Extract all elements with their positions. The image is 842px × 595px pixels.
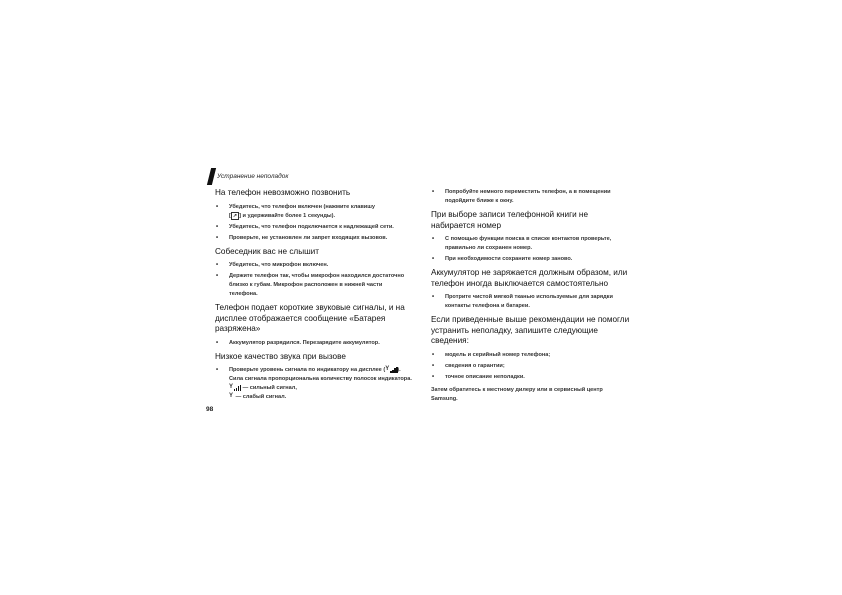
heading-record-info: Если приведенные выше рекомендации не помогли устранить неполадку, запишите следующие сведения:: [431, 315, 630, 345]
power-key-icon: ↗: [232, 212, 238, 219]
item-text: ). Сила сигнала пропорциональна количеству полосок индикатора.: [229, 367, 412, 382]
right-column: [431, 188, 631, 404]
closing-paragraph: Затем обратитесь к местному дилеру или в сервисный центр Samsung.: [431, 386, 603, 402]
list-item: [431, 255, 631, 264]
header-accent-bar: [207, 168, 216, 185]
list-item: [215, 223, 412, 232]
list-cannot-call: [215, 203, 412, 243]
list-item: [215, 366, 412, 402]
list-item: [431, 373, 631, 382]
item-text: точное описание неполадки.: [445, 373, 525, 380]
signal-weak-icon: [229, 393, 234, 400]
list-continued: [431, 188, 631, 206]
item-text: Держите телефон так, чтобы микрофон находился достаточно близко к губам. Микрофон расположен в нижней части телефона.: [229, 273, 405, 297]
heading-phonebook: При выборе записи телефонной книги не набирается номер: [431, 210, 588, 230]
antenna-icon: Y: [229, 384, 234, 391]
list-item: [431, 293, 631, 311]
item-text: Убедитесь, что телефон включен (нажмите клавишу: [229, 203, 376, 210]
bullet-icon: •: [216, 273, 219, 279]
bullet-icon: •: [432, 256, 435, 262]
list-phonebook: [431, 235, 631, 264]
heading-beeps: Телефон подает короткие звуковые сигналы, и на дисплее отображается сообщение «Батарея разряжена»: [215, 303, 405, 333]
list-item: [431, 351, 631, 360]
list-battery: [431, 293, 631, 311]
heading-poor-quality: Низкое качество звука при вызове: [215, 351, 346, 361]
signal-strong-icon: [229, 384, 241, 391]
antenna-icon: Y: [385, 366, 390, 373]
list-item: [215, 261, 412, 270]
bullet-icon: •: [216, 367, 219, 373]
bullet-icon: •: [432, 189, 435, 195]
heading-battery: Аккумулятор не заряжается должным образом, или телефон иногда выключается самостоятельно: [431, 268, 628, 288]
item-text: — слабый сигнал.: [235, 394, 287, 400]
item-text: Аккумулятор разрядился. Перезарядите аккумулятор.: [229, 339, 380, 346]
bullet-icon: •: [216, 203, 219, 210]
list-item: [431, 362, 631, 371]
heading-not-heard: Собеседник вас не слышит: [215, 246, 319, 256]
list-beeps: [215, 339, 412, 348]
item-text: С помощью функции поиска в списке контактов проверьте, правильно ли сохранен номер.: [445, 236, 612, 251]
bullet-icon: •: [432, 236, 435, 242]
signal-indicator-icon: [385, 366, 397, 373]
item-text: модель и серийный номер телефона;: [445, 351, 551, 358]
item-text: Попробуйте немного переместить телефон, а в помещении подойдите ближе к окну.: [445, 189, 611, 204]
bullet-icon: •: [216, 339, 219, 346]
list-item: • Убедитесь, что телефон включен (нажмите клавишу [ ↗ ] и удерживайте более 1 секунды).: [216, 203, 376, 219]
section-header: Устранение неполадок: [217, 173, 289, 180]
bullet-icon: •: [432, 351, 435, 358]
bullet-icon: •: [432, 362, 435, 369]
list-poor-quality: [215, 366, 412, 402]
bullet-icon: •: [216, 223, 219, 230]
item-text: сведения о гарантии;: [445, 362, 505, 369]
item-text: Проверьте уровень сигнала по индикатору на дисплее (: [229, 367, 386, 373]
item-text: Убедитесь, что микрофон включен.: [229, 262, 329, 268]
bullet-icon: •: [432, 294, 435, 300]
list-item: [431, 188, 631, 206]
left-column: [215, 188, 412, 406]
bullet-icon: •: [216, 262, 219, 268]
list-item: [215, 272, 412, 299]
page-number: 98: [206, 406, 214, 413]
list-not-heard: [215, 261, 412, 299]
bullet-icon: •: [432, 373, 435, 380]
item-text: При необходимости сохраните номер заново.: [445, 256, 573, 262]
list-item: [431, 235, 631, 253]
item-text: — сильный сигнал,: [242, 385, 297, 391]
item-text: ] и удерживайте более 1 секунды).: [239, 212, 336, 219]
list-item: [215, 339, 412, 348]
bullet-icon: •: [216, 234, 219, 241]
heading-cannot-call: На телефон невозможно позвонить: [215, 188, 351, 197]
item-text: Проверьте, не установлен ли запрет входящих вызовов.: [229, 234, 388, 241]
item-text: Протрите чистой мягкой тканью используемые для зарядки контакты телефона и батареи.: [445, 294, 613, 309]
antenna-icon: Y: [229, 393, 234, 400]
list-item: [215, 234, 412, 243]
item-text: Убедитесь, что телефон подключается к надлежащей сети.: [229, 223, 394, 230]
list-record-info: [431, 351, 631, 382]
